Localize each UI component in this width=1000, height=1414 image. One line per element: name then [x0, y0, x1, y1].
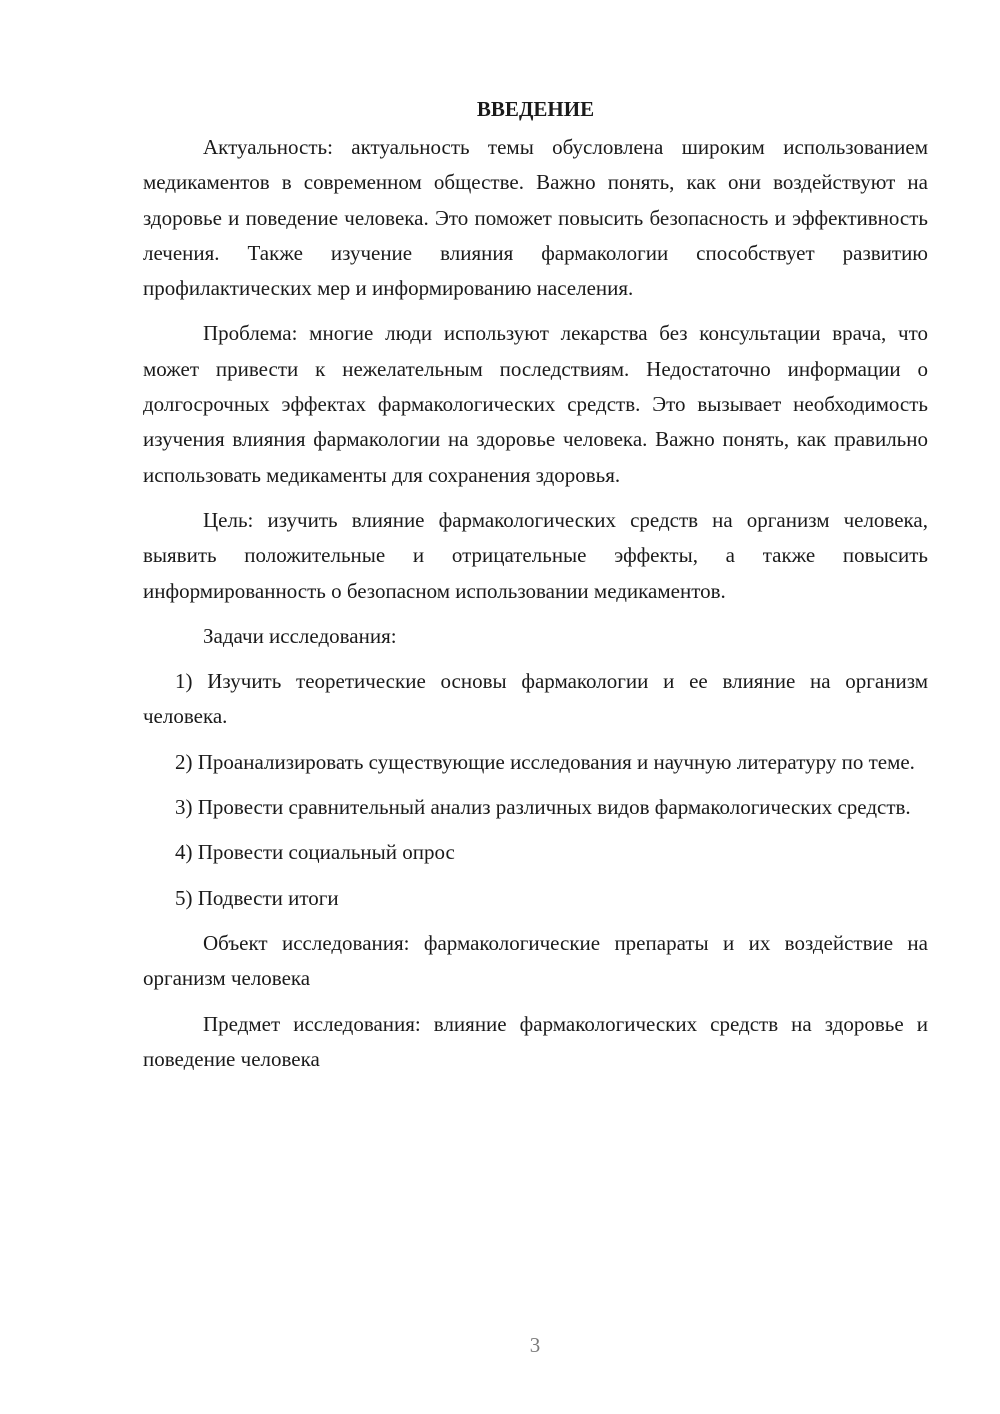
page-title: ВВЕДЕНИЕ: [476, 97, 595, 121]
paragraph-problem: Проблема: многие люди используют лекарства без консультации врача, что может привести к нежелательным последствиям. Недостаточно информации о долгосрочных эффектах фармакологических средств. Это вызывает необходимость изучения влияния фармакологии на здоровье человека. Важно понять, как правильно использовать медикаменты для сохранения здоровья.: [143, 321, 928, 487]
task-item-1: 1) Изучить теоретические основы фармакологии и ее влияние на организм человека.: [143, 669, 928, 729]
paragraph-subject: Предмет исследования: влияние фармакологических средств на здоровье и поведение человека: [143, 1011, 928, 1071]
paragraph-relevance: Актуальность: актуальность темы обусловлена широким использованием медикаментов в современном обществе. Важно понять, как они воздействуют на здоровье и поведение человека. Это поможет повысить безопасность и эффективность лечения. Также изучение влияния фармакологии способствует развитию профилактических мер и информированию населения.: [143, 135, 928, 301]
document-page: [143, 92, 928, 1077]
task-item-5: 5) Подвести итоги: [175, 885, 339, 910]
task-item-2: 2) Проанализировать существующие исследования и научную литературу по теме.: [175, 749, 915, 774]
paragraph-goal: Цель: изучить влияние фармакологических средств на организм человека, выявить положительные и отрицательные эффекты, а также повысить информированность о безопасном использовании медикаментов.: [143, 507, 928, 603]
page-number: 3: [529, 1333, 541, 1357]
paragraph-object: Объект исследования: фармакологические препараты и их воздействие на организм человека: [143, 930, 928, 991]
tasks-heading: Задачи исследования:: [203, 623, 397, 648]
task-item-4: 4) Провести социальный опрос: [175, 840, 455, 865]
task-item-3: 3) Провести сравнительный анализ различных видов фармакологических средств.: [175, 795, 911, 820]
